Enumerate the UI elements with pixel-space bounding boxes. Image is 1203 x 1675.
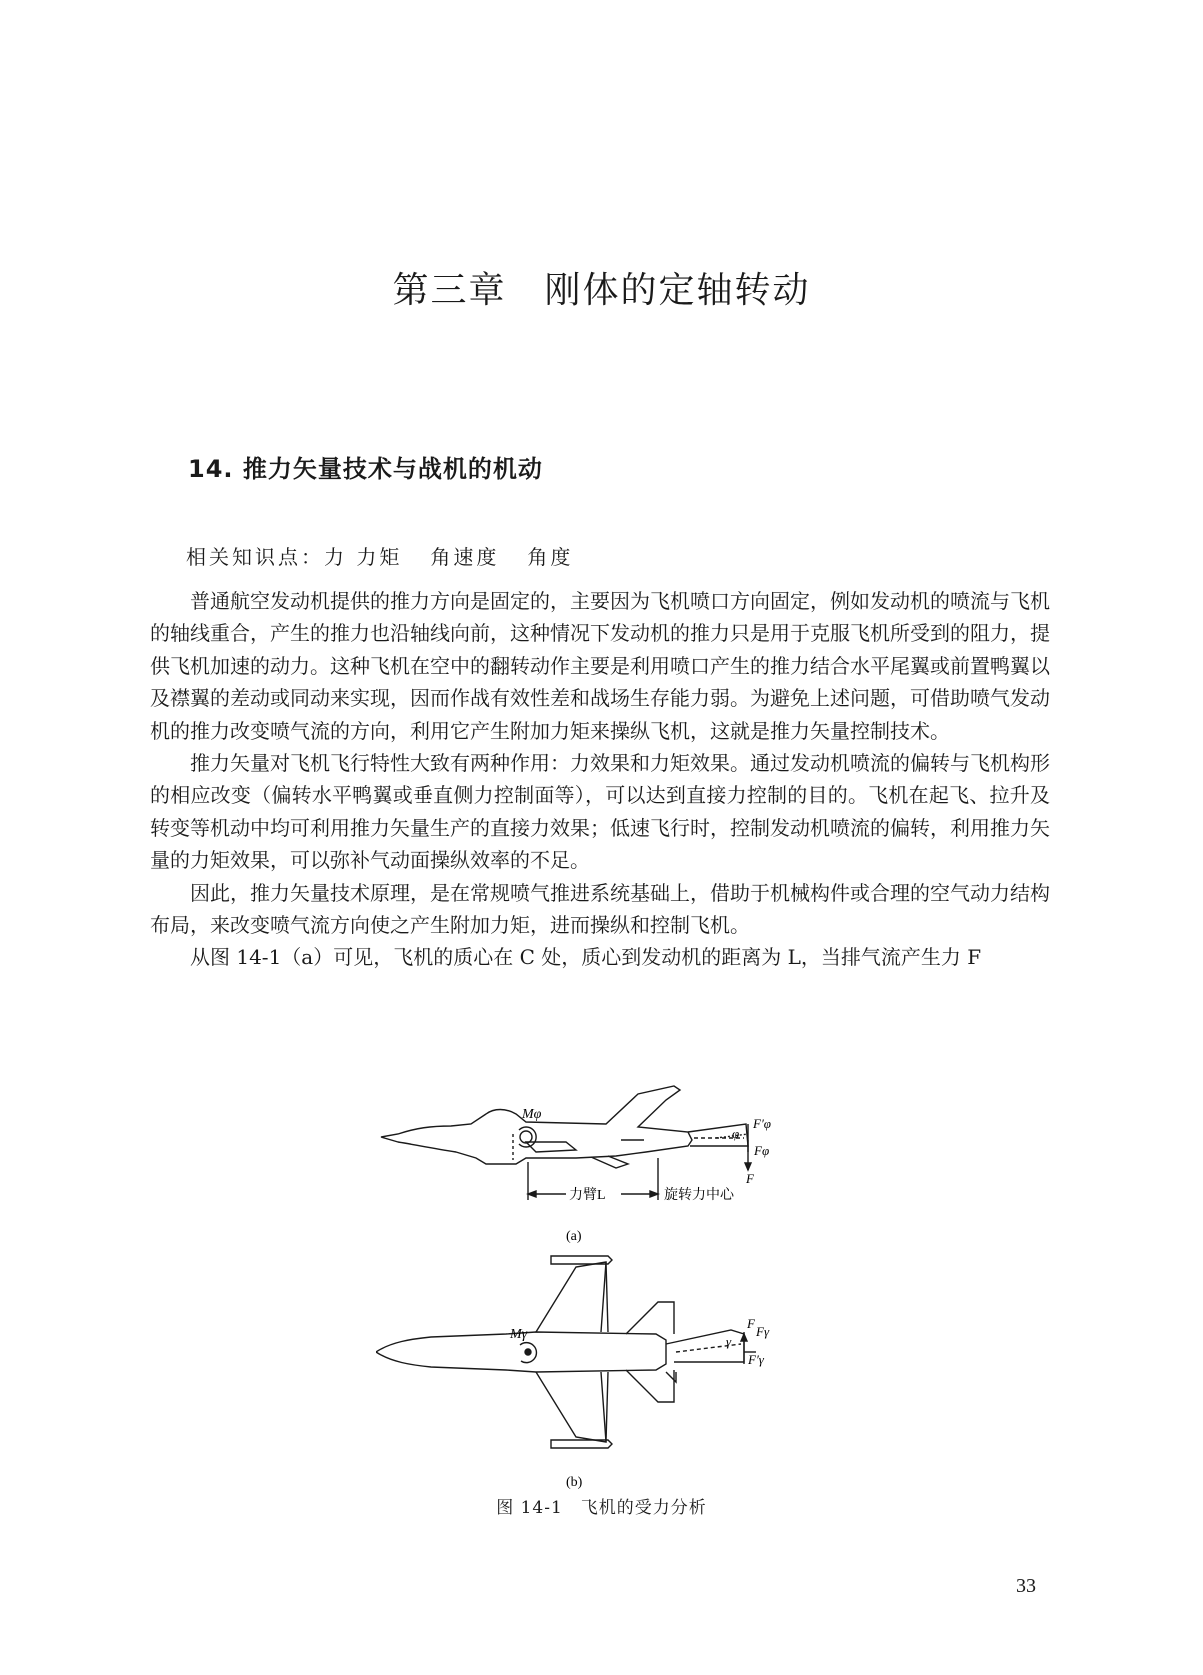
angle-gamma-label: γ xyxy=(726,1334,732,1349)
paragraph: 从图 14-1（a）可见，飞机的质心在 C 处，质心到发动机的距离为 L，当排气流产生力 F xyxy=(190,945,982,970)
force-phi-prime-label: F′φ xyxy=(753,1116,771,1131)
moment-gamma-label: Mγ xyxy=(510,1327,528,1342)
paragraph: 推力矢量对飞机飞行特性大致有两种作用：力效果和力矩效果。通过发动机喷流的偏转与飞机构形的相应改变（偏转水平鸭翼或垂直侧力控制面等），可以达到直接力控制的目的。飞机在起飞、拉升及转变等机动中均可利用推力矢量生产的直接力效果；低速飞行时，控制发动机喷流的偏转，利用推力矢量的力矩效果，可以弥补气动面操纵效率的不足。 xyxy=(150,751,1050,873)
paragraph: 普通航空发动机提供的推力方向是固定的，主要因为飞机喷口方向固定，例如发动机的喷流与飞机的轴线重合，产生的推力也沿轴线向前，这种情况下发动机的推力只是用于克服飞机所受到的阻力，提供飞机加速的动力。这种飞机在空中的翻转动作主要是利用喷口产生的推力结合水平尾翼或前置鸭翼以及襟翼的差动或同动来实现，因而作战有效性差和战场生存能力弱。为避免上述问题，可借助喷气发动机的推力改变喷气流的方向，利用它产生附加力矩来操纵飞机，这就是推力矢量控制技术。 xyxy=(150,589,1050,743)
figure-caption: 图 14-1 飞机的受力分析 xyxy=(496,1498,707,1518)
subfigure-b-label: (b) xyxy=(566,1475,583,1490)
section-title: 14. 推力矢量技术与战机的机动 xyxy=(188,455,543,483)
page-number: 33 xyxy=(1016,1575,1036,1597)
knowledge-points xyxy=(186,541,579,570)
aircraft-force-diagram xyxy=(376,1082,836,1492)
angle-phi-label: φ xyxy=(732,1126,740,1141)
subfigure-a-label: (a) xyxy=(566,1229,582,1244)
knowledge-prefix: 相关知识点： xyxy=(186,545,324,569)
force-phi-label: Fφ xyxy=(754,1143,770,1158)
side-view-aircraft xyxy=(381,1086,751,1200)
force-arm-label: 力臂L xyxy=(569,1188,606,1203)
knowledge-item: 角度 xyxy=(527,545,574,569)
chapter-title: 刚体的定轴转动 xyxy=(544,270,811,311)
force-f-label: F xyxy=(746,1171,754,1186)
knowledge-item: 力 力矩 xyxy=(324,545,403,569)
rotation-center-label: 旋转力中心 xyxy=(664,1188,734,1203)
top-view-aircraft xyxy=(376,1256,756,1448)
chapter-heading xyxy=(0,262,1203,313)
force-f-top-label: F xyxy=(747,1316,755,1331)
chapter-label: 第三章 xyxy=(392,270,507,311)
knowledge-item: 角速度 xyxy=(430,545,500,569)
body-text xyxy=(150,585,1050,974)
figure-14-1 xyxy=(376,1082,836,1496)
force-gamma-label: Fγ xyxy=(756,1324,770,1339)
moment-phi-label: Mφ xyxy=(522,1107,542,1122)
force-gamma-prime-label: F′γ xyxy=(748,1352,764,1367)
paragraph: 因此，推力矢量技术原理，是在常规喷气推进系统基础上，借助于机械构件或合理的空气动力结构布局，来改变喷气流方向使之产生附加力矩，进而操纵和控制飞机。 xyxy=(150,880,1050,938)
